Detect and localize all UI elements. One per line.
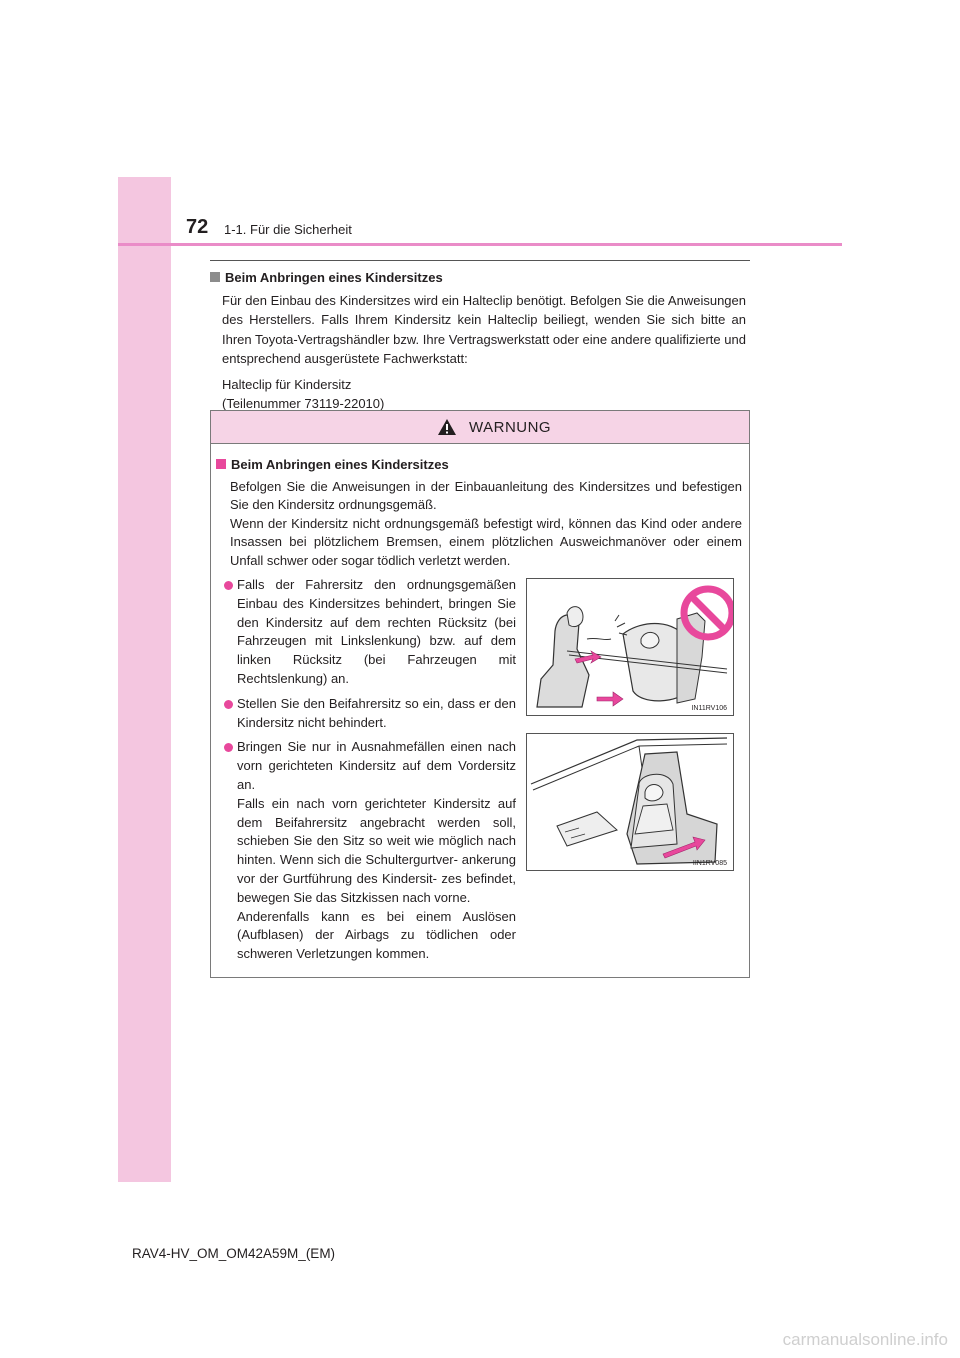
bullet-dot-icon xyxy=(224,738,237,747)
bullet-dot-icon xyxy=(224,695,237,704)
page-margin-bar xyxy=(118,177,171,1182)
warning-body xyxy=(216,456,742,571)
footer-model-code: RAV4-HV_OM_OM42A59M_(EM) xyxy=(132,1246,336,1261)
intro-section xyxy=(210,268,746,414)
bullet-dot-icon xyxy=(224,576,237,585)
intro-heading: Beim Anbringen eines Kindersitzes xyxy=(210,268,746,288)
warning-paragraph-1: Befolgen Sie die Anweisungen in der Einbauanleitung des Kindersitzes und befestigen Sie den Kindersitz ordnungsgemäß. xyxy=(230,478,742,513)
prohibited-icon xyxy=(684,589,732,637)
intro-paragraph: Für den Einbau des Kindersitzes wird ein Halteclip benötigt. Befolgen Sie die Anweisungen des Herstellers. Falls Ihrem Kindersitz kein Halteclip beiliegt, wenden Sie sich bitte an Ihren Toyota-Vertragshändler bzw. Ihre Vertragswerkstatt oder eine andere qualifizierte und entsprechend ausgerüstete Fachwerkstatt: xyxy=(222,292,746,366)
watermark: carmanualsonline.info xyxy=(782,1330,948,1349)
figure-front-seat-interference xyxy=(526,578,734,716)
page-number: 72 xyxy=(186,216,209,238)
square-bullet-icon xyxy=(216,459,226,469)
clip-name: Halteclip für Kindersitz xyxy=(222,376,352,392)
clip-part-number: (Teilenummer 73119-22010) xyxy=(222,396,385,411)
illustration-front-seat-child-seat xyxy=(527,579,733,715)
clip-info xyxy=(222,375,746,414)
figure-forward-facing-seat xyxy=(526,733,734,871)
warning-paragraph-2: Wenn der Kindersitz nicht ordnungsgemäß befestigt wird, können das Kind oder andere Insassen bei plötzlichem Bremsen, einem plötzlichen Ausweichmanöver oder einem Unfall schwer oder sogar tödlich verletzt werden. xyxy=(230,515,742,568)
warning-label: WARNUNG xyxy=(469,419,552,436)
illustration-forward-facing-child-seat xyxy=(527,734,733,870)
warning-heading: Beim Anbringen eines Kindersitzes xyxy=(216,456,742,475)
figure-code: IN11RV106 xyxy=(691,705,727,712)
figure-code: IIN1RV085 xyxy=(692,860,727,867)
header-rule xyxy=(118,243,842,246)
square-bullet-icon xyxy=(210,272,220,282)
bullet-item: Bringen Sie nur in Ausnahmefällen einen nach vorn gerichteten Kindersitz auf dem Vordersitz an. Falls ein nach vorn gerichteter Kindersitz auf dem Beifahrersitz angebracht werden soll, schieben Sie den Sitz so weit wie möglich nach hinten. Wenn sich die Schultergurtver- ankerung vor der Gurtführung des Kindersit- zes befindet, bewegen Sie das Sitzkissen nach vorne. Anderenfalls kann es bei einem Auslösen (Aufblasen) der Airbags zu tödlichen oder schweren Verletzungen kommen. xyxy=(224,738,516,964)
warning-triangle-icon xyxy=(437,418,457,436)
section-title: 1-1. Für die Sicherheit xyxy=(224,222,352,237)
bullet-item: Falls der Fahrersitz den ordnungsgemäßen Einbau des Kindersitzes behindert, bringen Sie den Kindersitz auf dem rechten Rücksitz (bei Fahrzeugen mit Linkslenkung) bzw. auf dem linken Rücksitz (bei Fahrzeugen mit Rechtslenkung) an. xyxy=(224,576,516,689)
warning-box xyxy=(210,410,750,978)
warning-header xyxy=(211,411,749,444)
bullet-list xyxy=(224,576,516,964)
arrow-icon xyxy=(597,692,623,706)
content-rule xyxy=(210,260,750,261)
bullet-item: Stellen Sie den Beifahrersitz so ein, dass er den Kindersitz nicht behindert. xyxy=(224,695,516,733)
